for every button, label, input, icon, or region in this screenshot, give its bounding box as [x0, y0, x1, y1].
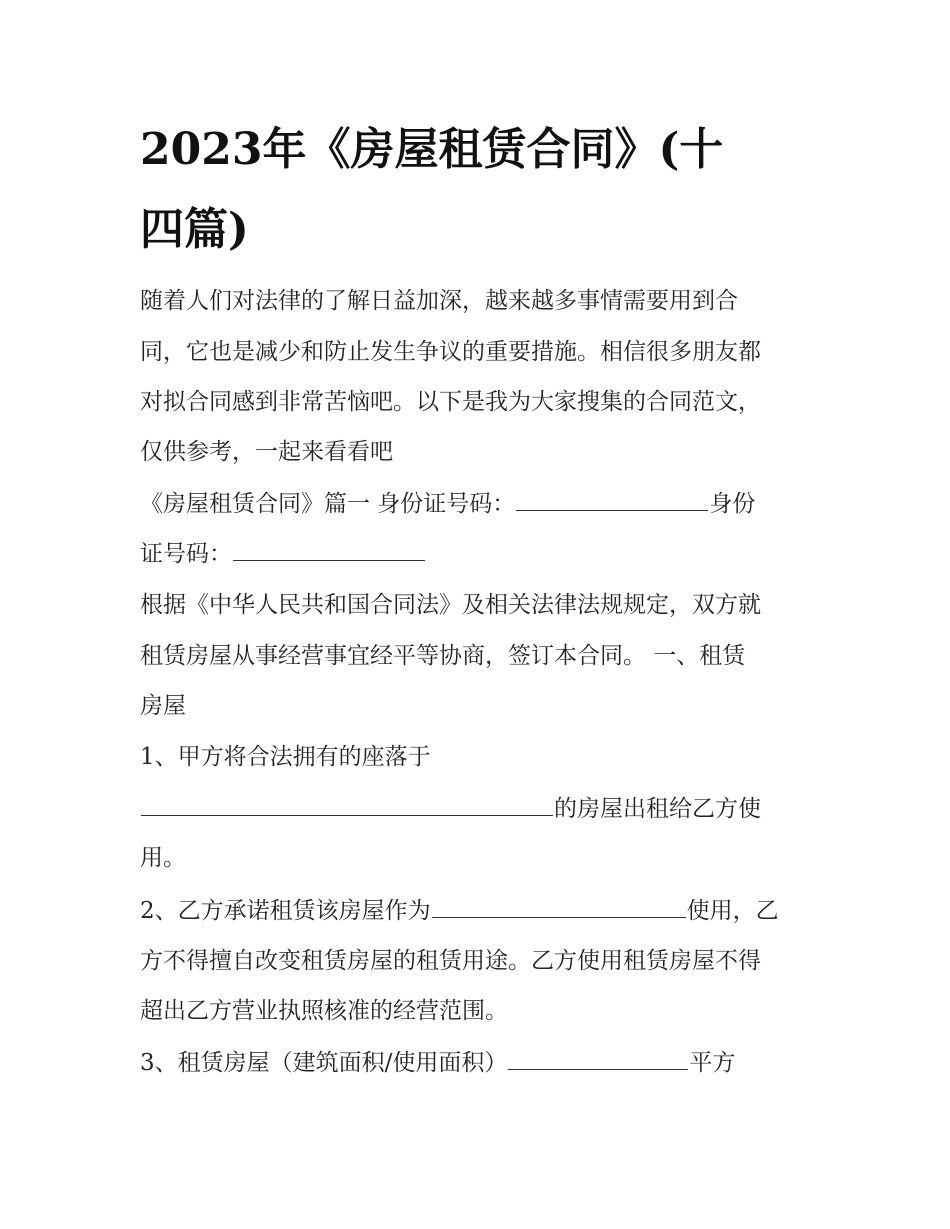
intro-line-2: 同，它也是减少和防止发生争议的重要措施。相信很多朋友都	[140, 339, 761, 365]
clause-2-line-2: 方不得擅自改变租赁房屋的租赁用途。乙方使用租赁房屋不得	[140, 948, 761, 974]
basis-line-2: 租赁房屋从事经营事宜经平等协商，签订本合同。 一、租赁	[140, 643, 746, 669]
basis-line-3: 房屋	[140, 693, 186, 719]
clause-2-line-1	[140, 895, 779, 926]
intro-line-3: 对拟合同感到非常苦恼吧。以下是我为大家搜集的合同范文，	[140, 389, 761, 415]
id-number-blank-2	[233, 538, 425, 561]
clause-1-line-1: 1、甲方将合法拥有的座落于	[140, 744, 431, 770]
usage-blank	[432, 895, 686, 918]
id-number-blank-1	[516, 488, 708, 511]
document-title	[140, 110, 820, 270]
id-number-line-2	[140, 538, 426, 569]
title-line-2: 四篇)	[140, 204, 249, 255]
id-number-line-1	[140, 488, 755, 519]
title-line-1: 2023年《房屋租赁合同》(十	[140, 124, 724, 175]
clause-2-text: 使用，乙	[686, 898, 779, 924]
clause-2-label: 2、乙方承诺租赁该房屋作为	[140, 898, 431, 924]
intro-line-4: 仅供参考，一起来看看吧	[140, 439, 393, 465]
basis-line-1: 根据《中华人民共和国合同法》及相关法律法规规定，双方就	[140, 592, 761, 618]
clause-1-text: 的房屋出租给乙方使	[554, 796, 761, 822]
clause-3-label: 3、租赁房屋（建筑面积/使用面积）	[140, 1050, 508, 1076]
clause-1-line-3: 用。	[140, 845, 186, 871]
clause-1-line-2	[140, 793, 761, 824]
area-blank	[508, 1047, 688, 1070]
intro-line-1: 随着人们对法律的了解日益加深，越来越多事情需要用到合	[140, 288, 738, 314]
id-number-label-1: 《房屋租赁合同》篇一 身份证号码：	[140, 491, 516, 517]
clause-3-unit: 平方	[689, 1050, 736, 1076]
id-number-label-2-end: 证号码：	[140, 541, 232, 567]
clause-3-line-1	[140, 1047, 735, 1078]
id-number-label-2-start: 身份	[709, 491, 756, 517]
clause-2-line-3: 超出乙方营业执照核准的经营范围。	[140, 998, 508, 1024]
location-blank	[141, 793, 553, 816]
